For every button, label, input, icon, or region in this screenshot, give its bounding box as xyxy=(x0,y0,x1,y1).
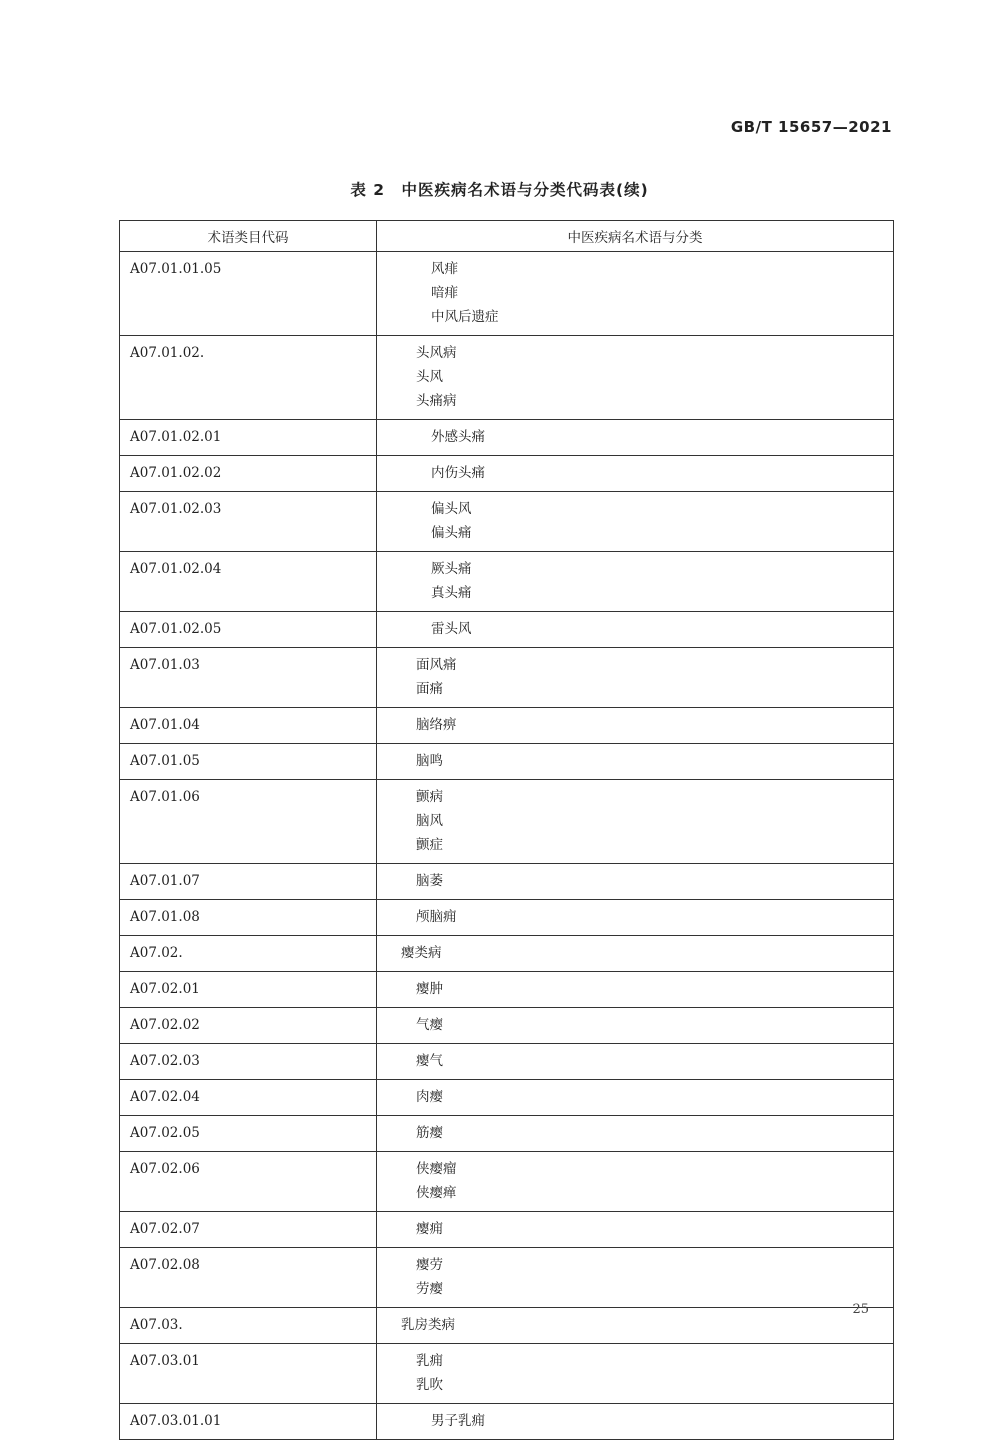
terms-cell xyxy=(377,612,894,648)
table-row xyxy=(120,936,894,972)
disease-term: 男子乳痈 xyxy=(431,1413,485,1429)
disease-term: 脑络痹 xyxy=(416,717,457,733)
category-code-cell xyxy=(120,456,377,492)
category-code-cell xyxy=(120,552,377,612)
category-code-cell xyxy=(120,1008,377,1044)
category-code: A07.01.01.05 xyxy=(130,261,222,277)
terms-cell xyxy=(377,420,894,456)
category-code: A07.02.04 xyxy=(130,1089,200,1105)
table-row xyxy=(120,780,894,864)
category-code: A07.02. xyxy=(130,945,183,961)
disease-term: 偏头风 xyxy=(431,501,472,517)
terms-cell xyxy=(377,864,894,900)
category-code-cell xyxy=(120,612,377,648)
table-row xyxy=(120,900,894,936)
terminology-table xyxy=(119,220,894,1440)
category-code: A07.03. xyxy=(130,1317,183,1333)
disease-term: 侠瘿瘤 xyxy=(416,1161,457,1177)
table-row xyxy=(120,1308,894,1344)
category-code: A07.03.01 xyxy=(130,1353,200,1369)
category-code: A07.01.02.02 xyxy=(130,465,222,481)
category-code: A07.02.07 xyxy=(130,1221,200,1237)
disease-term: 乳吹 xyxy=(416,1377,443,1393)
terms-cell xyxy=(377,1008,894,1044)
terms-cell xyxy=(377,744,894,780)
category-code-cell xyxy=(120,864,377,900)
table-title: 表 2 中医疾病名术语与分类代码表(续) xyxy=(350,181,649,199)
category-code-cell xyxy=(120,1152,377,1212)
category-code: A07.01.02.03 xyxy=(130,501,222,517)
disease-term: 劳瘿 xyxy=(416,1281,443,1297)
category-code: A07.01.02. xyxy=(130,345,205,361)
disease-term: 侠瘿瘅 xyxy=(416,1185,457,1201)
category-code-cell xyxy=(120,252,377,336)
table-row xyxy=(120,1044,894,1080)
category-code-cell xyxy=(120,648,377,708)
table-row xyxy=(120,864,894,900)
table-row xyxy=(120,552,894,612)
table-row xyxy=(120,492,894,552)
category-code: A07.02.01 xyxy=(130,981,200,997)
disease-term: 中风后遗症 xyxy=(431,309,499,325)
terms-cell xyxy=(377,1248,894,1308)
category-code-cell xyxy=(120,1044,377,1080)
table-row xyxy=(120,420,894,456)
terms-cell xyxy=(377,648,894,708)
table-row xyxy=(120,972,894,1008)
table-row xyxy=(120,612,894,648)
disease-term: 颤症 xyxy=(416,837,443,853)
disease-term: 头风病 xyxy=(416,345,457,361)
category-code-cell xyxy=(120,972,377,1008)
table-row xyxy=(120,1116,894,1152)
category-code: A07.02.03 xyxy=(130,1053,200,1069)
category-code-cell xyxy=(120,780,377,864)
category-code: A07.01.03 xyxy=(130,657,200,673)
category-code: A07.01.02.04 xyxy=(130,561,222,577)
category-code-cell xyxy=(120,936,377,972)
disease-term: 脑风 xyxy=(416,813,443,829)
disease-term: 颤病 xyxy=(416,789,443,805)
disease-term: 瘿肿 xyxy=(416,981,443,997)
category-code: A07.01.07 xyxy=(130,873,200,889)
table-row xyxy=(120,1212,894,1248)
category-code-cell xyxy=(120,1116,377,1152)
terms-cell xyxy=(377,1212,894,1248)
category-code-cell xyxy=(120,1308,377,1344)
terms-cell xyxy=(377,336,894,420)
disease-term: 面风痛 xyxy=(416,657,457,673)
disease-term: 风痱 xyxy=(431,261,458,277)
terms-cell xyxy=(377,1344,894,1404)
table-row xyxy=(120,1344,894,1404)
category-code: A07.03.01.01 xyxy=(130,1413,222,1429)
table-row xyxy=(120,252,894,336)
terms-cell xyxy=(377,972,894,1008)
table-row xyxy=(120,708,894,744)
category-code: A07.02.06 xyxy=(130,1161,200,1177)
disease-term: 头痛病 xyxy=(416,393,457,409)
category-code-cell xyxy=(120,492,377,552)
page-number: 25 xyxy=(852,1302,869,1317)
disease-term: 瘿类病 xyxy=(401,945,442,961)
terms-cell xyxy=(377,900,894,936)
category-code-cell xyxy=(120,1212,377,1248)
terms-cell xyxy=(377,1404,894,1440)
disease-term: 乳痈 xyxy=(416,1353,443,1369)
disease-term: 颅脑痈 xyxy=(416,909,457,925)
disease-term: 外感头痛 xyxy=(431,429,485,445)
terms-cell xyxy=(377,708,894,744)
table-row xyxy=(120,744,894,780)
disease-term: 脑萎 xyxy=(416,873,443,889)
category-code-cell xyxy=(120,708,377,744)
standard-number: GB/T 15657—2021 xyxy=(730,118,892,136)
disease-term: 乳房类病 xyxy=(401,1317,455,1333)
terms-cell xyxy=(377,456,894,492)
disease-term: 瘿痈 xyxy=(416,1221,443,1237)
terms-cell xyxy=(377,1080,894,1116)
category-code-cell xyxy=(120,1404,377,1440)
category-code: A07.01.05 xyxy=(130,753,200,769)
category-code: A07.01.02.05 xyxy=(130,621,222,637)
disease-term: 厥头痛 xyxy=(431,561,472,577)
terms-cell xyxy=(377,492,894,552)
category-code: A07.01.08 xyxy=(130,909,200,925)
disease-term: 面痛 xyxy=(416,681,443,697)
category-code: A07.02.02 xyxy=(130,1017,200,1033)
disease-term: 筋瘿 xyxy=(416,1125,443,1141)
category-code-cell xyxy=(120,900,377,936)
table-header-row xyxy=(120,221,894,252)
terms-cell xyxy=(377,1308,894,1344)
category-code-cell xyxy=(120,420,377,456)
table-row xyxy=(120,1008,894,1044)
disease-term: 头风 xyxy=(416,369,443,385)
disease-term: 脑鸣 xyxy=(416,753,443,769)
table-row xyxy=(120,1080,894,1116)
terms-cell xyxy=(377,552,894,612)
category-code-cell xyxy=(120,1344,377,1404)
category-code-cell xyxy=(120,1080,377,1116)
category-code: A07.02.08 xyxy=(130,1257,200,1273)
disease-term: 雷头风 xyxy=(431,621,472,637)
column-header-code: 术语类目代码 xyxy=(120,221,377,252)
category-code: A07.01.06 xyxy=(130,789,200,805)
category-code: A07.01.02.01 xyxy=(130,429,222,445)
category-code: A07.01.04 xyxy=(130,717,200,733)
disease-term: 肉瘿 xyxy=(416,1089,443,1105)
terms-cell xyxy=(377,1152,894,1212)
terms-cell xyxy=(377,780,894,864)
disease-term: 内伤头痛 xyxy=(431,465,485,481)
column-header-terms: 中医疾病名术语与分类 xyxy=(377,221,894,252)
terms-cell xyxy=(377,936,894,972)
terms-cell xyxy=(377,252,894,336)
terms-cell xyxy=(377,1116,894,1152)
table-row xyxy=(120,1152,894,1212)
table-row xyxy=(120,1248,894,1308)
disease-term: 瘿气 xyxy=(416,1053,443,1069)
table-body xyxy=(120,252,894,1440)
table-row xyxy=(120,336,894,420)
table-row xyxy=(120,648,894,708)
disease-term: 喑痱 xyxy=(431,285,458,301)
category-code-cell xyxy=(120,1248,377,1308)
category-code: A07.02.05 xyxy=(130,1125,200,1141)
disease-term: 真头痛 xyxy=(431,585,472,601)
category-code-cell xyxy=(120,336,377,420)
category-code-cell xyxy=(120,744,377,780)
terms-cell xyxy=(377,1044,894,1080)
disease-term: 偏头痛 xyxy=(431,525,472,541)
disease-term: 气瘿 xyxy=(416,1017,443,1033)
table-row xyxy=(120,456,894,492)
table-row xyxy=(120,1404,894,1440)
disease-term: 瘿劳 xyxy=(416,1257,443,1273)
